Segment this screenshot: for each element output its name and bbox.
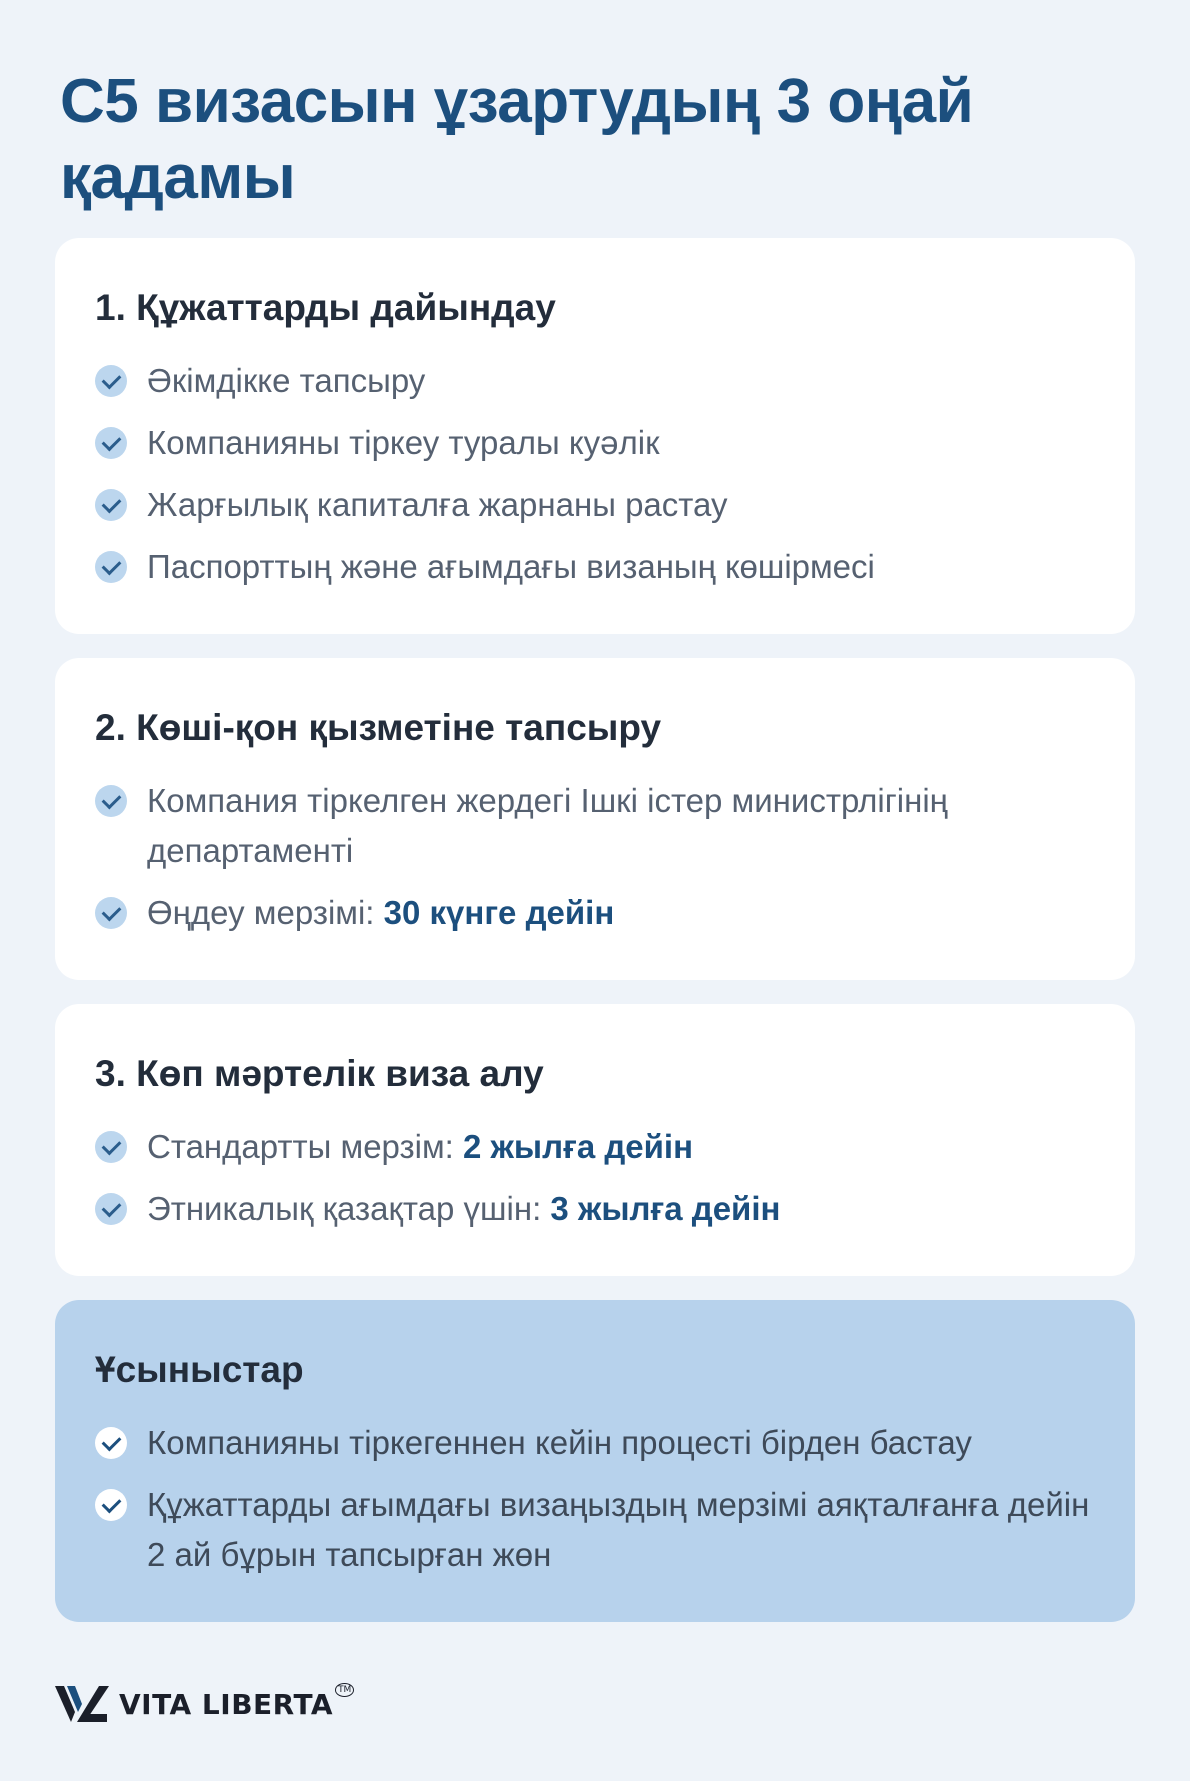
- list-item: [95, 1122, 1095, 1172]
- processing-time-label: Өңдеу мерзімі:: [147, 894, 384, 931]
- standard-term-label: Стандартты мерзім:: [147, 1128, 464, 1165]
- ethnic-kazakhs-term-value: 3 жылға дейін: [550, 1190, 781, 1227]
- check-circle-icon: [95, 785, 127, 817]
- recommendations-heading: Ұсыныстар: [95, 1349, 304, 1390]
- list-item-text: Паспорттың және ағымдағы визаның көшірмесі: [147, 548, 875, 585]
- list-item-text: Құжаттарды ағымдағы визаңыздың мерзімі аяқталғанға дейін 2 ай бұрын тапсырған жөн: [147, 1486, 1090, 1573]
- list-item: [95, 1480, 1095, 1580]
- list-item: [95, 418, 1095, 468]
- check-circle-icon: [95, 489, 127, 521]
- list-item-text: Әкімдікке тапсыру: [147, 362, 426, 399]
- processing-time-value: 30 күнге дейін: [383, 894, 615, 931]
- trademark-mark: TM: [335, 1683, 354, 1697]
- check-circle-icon: [95, 1131, 127, 1163]
- step-2-card: [55, 658, 1135, 980]
- list-item-text: Компанияны тіркегеннен кейін процесті бірден бастау: [147, 1424, 972, 1461]
- recommendations-card: [55, 1300, 1135, 1622]
- page-title: C5 визасын ұзартудың 3 оңай қадамы: [60, 67, 974, 212]
- check-circle-icon: [95, 427, 127, 459]
- check-circle-icon: [95, 1193, 127, 1225]
- list-item: [95, 776, 1095, 876]
- list-item: [95, 356, 1095, 406]
- check-circle-icon: [95, 365, 127, 397]
- list-item: [95, 1418, 1095, 1468]
- ethnic-kazakhs-term-label: Этникалық қазақтар үшін:: [147, 1190, 551, 1227]
- step-3-card: [55, 1004, 1135, 1276]
- list-item: [95, 1184, 1095, 1234]
- standard-term-value: 2 жылға дейін: [463, 1128, 694, 1165]
- list-item: [95, 480, 1095, 530]
- check-circle-icon: [95, 1427, 127, 1459]
- check-circle-icon: [95, 551, 127, 583]
- step-3-heading: 3. Көп мәртелік виза алу: [95, 1053, 544, 1094]
- list-item-text: [147, 1122, 1095, 1172]
- list-item: [95, 542, 1095, 592]
- vita-liberta-logo: [55, 1684, 354, 1724]
- step-1-heading: 1. Құжаттарды дайындау: [95, 287, 556, 328]
- list-item-text: [147, 888, 1095, 938]
- list-item-text: Жарғылық капиталға жарнаны растау: [147, 486, 728, 523]
- check-circle-icon: [95, 1489, 127, 1521]
- logo-text: VITA LIBERTA: [119, 1687, 334, 1721]
- list-item-text: [147, 1184, 1095, 1234]
- step-2-heading: 2. Көші-қон қызметіне тапсыру: [95, 707, 662, 748]
- vita-liberta-logo-icon: [55, 1684, 109, 1724]
- list-item: [95, 888, 1095, 938]
- step-1-card: [55, 238, 1135, 634]
- check-circle-icon: [95, 897, 127, 929]
- list-item-text: Компания тіркелген жердегі Ішкі істер министрлігінің департаменті: [147, 782, 948, 869]
- list-item-text: Компанияны тіркеу туралы куәлік: [147, 424, 660, 461]
